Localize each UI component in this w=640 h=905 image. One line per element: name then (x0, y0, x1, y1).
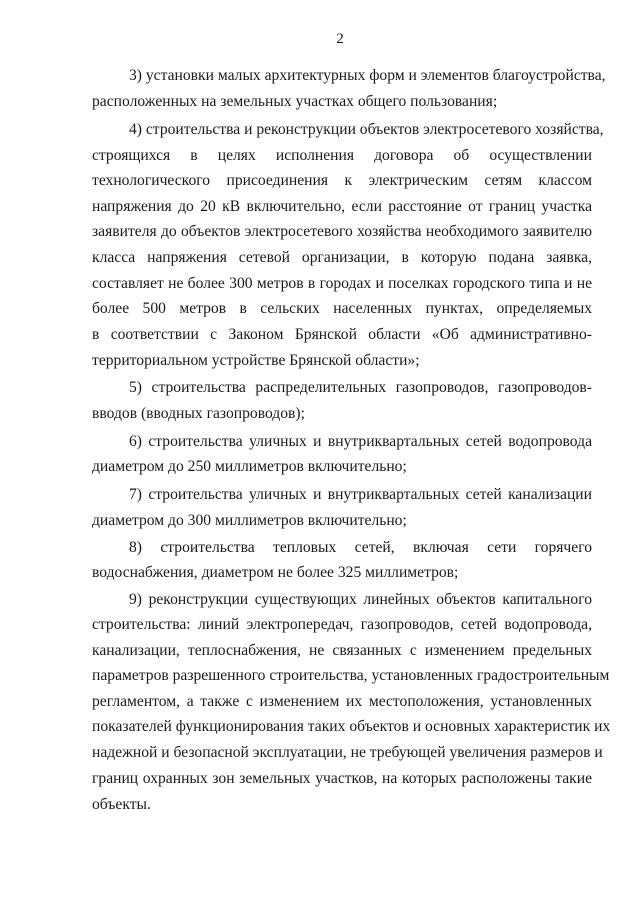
paragraph-line: границ охранных зон земельных участков, на которых расположены такие (92, 770, 592, 787)
paragraph-line: 6) строительства уличных и внутриквартальных сетей водопровода (129, 433, 592, 450)
paragraph-line: класса напряжения сетевой организации, в которую подана заявка, (92, 249, 592, 266)
paragraph-line: напряжения до 20 кВ включительно, если расстояние от границ участка (92, 198, 592, 215)
paragraph-line: вводов (вводных газопроводов); (92, 405, 305, 422)
paragraph-line: территориальном устройстве Брянской области»; (92, 352, 420, 369)
paragraph-line: 5) строительства распределительных газопроводов, газопроводов- (129, 379, 592, 396)
paragraph-line: параметров разрешенного строительства, установленных градостроительным (92, 667, 610, 684)
paragraph-line: 4) строительства и реконструкции объектов электросетевого хозяйства, (129, 121, 604, 138)
paragraph-line: канализации, теплоснабжения, не связанных с изменением предельных (92, 642, 592, 659)
paragraph-line: строительства: линий электропередач, газопроводов, сетей водопровода, (92, 616, 592, 633)
paragraph-line: расположенных на земельных участках общего пользования; (92, 93, 498, 110)
paragraph-line: более 500 метров в сельских населенных пунктах, определяемых (92, 300, 592, 317)
paragraph-line: 7) строительства уличных и внутриквартальных сетей канализации (129, 486, 592, 503)
paragraph-line: диаметром до 300 миллиметров включительно; (92, 512, 407, 529)
paragraph-line: водоснабжения, диаметром не более 325 миллиметров; (92, 564, 459, 581)
paragraph-line: 3) установки малых архитектурных форм и элементов благоустройства, (129, 67, 606, 84)
paragraph-line: 8) строительства тепловых сетей, включая сети горячего (129, 539, 592, 556)
paragraph-line: составляет не более 300 метров в городах и поселках городского типа и не (92, 275, 592, 292)
paragraph-line: технологического присоединения к электрическим сетям классом (92, 172, 592, 189)
page-number: 2 (336, 31, 344, 47)
paragraph-line: регламентом, а также с изменением их местоположения, установленных (92, 693, 592, 710)
paragraph-line: 9) реконструкции существующих линейных объектов капитального (129, 591, 592, 608)
paragraph-line: объекты. (92, 796, 151, 813)
paragraph-line: в соответствии с Законом Брянской области «Об административно- (92, 326, 592, 343)
paragraph-line: строящихся в целях исполнения договора об осуществлении (92, 147, 592, 164)
paragraph-line: диаметром до 250 миллиметров включительно; (92, 458, 407, 475)
paragraph-line: надежной и безопасной эксплуатации, не требующей увеличения размеров и (92, 744, 603, 761)
paragraph-line: заявителя до объектов электросетевого хозяйства необходимого заявителю (92, 223, 592, 240)
paragraph-line: показателей функционирования таких объектов и основных характеристик их (92, 718, 611, 735)
